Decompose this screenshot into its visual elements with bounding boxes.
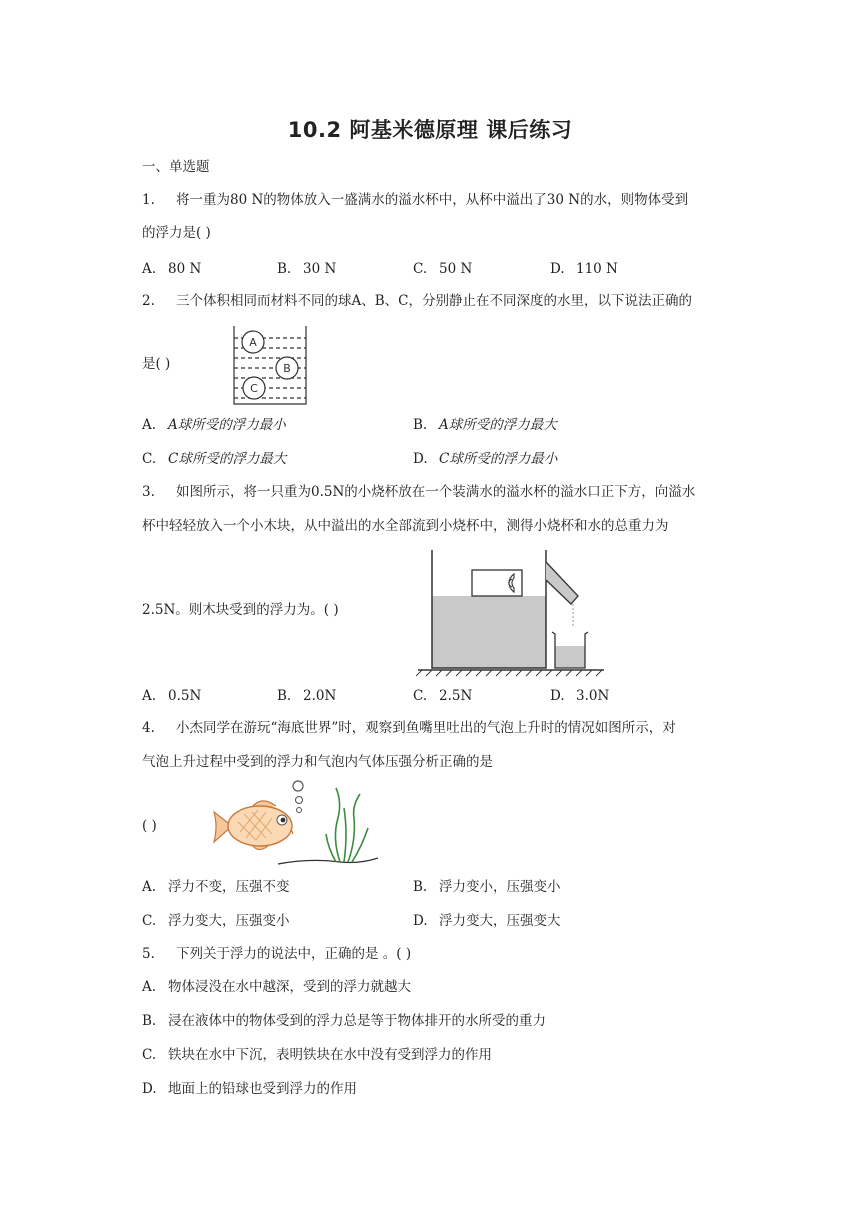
question-number: 1. bbox=[142, 192, 155, 208]
question-text: 三个体积相同而材料不同的球A、B、C，分别静止在不同深度的水里，以下说法正确的 bbox=[176, 293, 692, 309]
question-2-option-d: D. C球所受的浮力最小 bbox=[413, 451, 558, 467]
question-1-line-1 bbox=[142, 190, 688, 210]
svg-text:A: A bbox=[249, 336, 257, 349]
question-4-option-b: B. 浮力变小，压强变小 bbox=[413, 879, 561, 895]
question-text: 小杰同学在游玩“海底世界”时，观察到鱼嘴里吐出的气泡上升时的情况如图所示，对 bbox=[176, 720, 676, 736]
question-text: 下列关于浮力的说法中，正确的是 。( ) bbox=[176, 946, 412, 962]
question-3-line-2: 杯中轻轻放入一个小木块，从中溢出的水全部流到小烧杯中，测得小烧杯和水的总重力为 bbox=[142, 518, 669, 534]
overflow-cup-figure bbox=[416, 544, 606, 678]
question-2-option-a: A. A球所受的浮力最小 bbox=[142, 417, 286, 433]
tank-balls-figure bbox=[232, 324, 308, 406]
question-1-option-a: A. 80 N bbox=[142, 261, 202, 277]
question-5-option-d: D. 地面上的铅球也受到浮力的作用 bbox=[142, 1081, 357, 1097]
question-2-option-c: C. C球所受的浮力最大 bbox=[142, 451, 287, 467]
question-4-line-2: 气泡上升过程中受到的浮力和气泡内气体压强分析正确的是 bbox=[142, 754, 493, 770]
question-4-option-a: A. 浮力不变，压强不变 bbox=[142, 879, 290, 895]
question-5-option-c: C. 铁块在水中下沉，表明铁块在水中没有受到浮力的作用 bbox=[142, 1047, 492, 1063]
svg-text:C: C bbox=[250, 382, 258, 395]
question-number: 4. bbox=[142, 720, 155, 736]
question-1-option-c: C. 50 N bbox=[413, 261, 473, 277]
question-2-line-1 bbox=[142, 291, 692, 311]
question-4-line-1 bbox=[142, 718, 676, 738]
svg-text:B: B bbox=[283, 362, 291, 375]
question-1-option-b: B. 30 N bbox=[277, 261, 337, 277]
question-number: 2. bbox=[142, 293, 155, 309]
question-5-line-1 bbox=[142, 944, 411, 964]
question-3-line-1 bbox=[142, 482, 695, 502]
page-title: 10.2 阿基米德原理 课后练习 bbox=[287, 118, 573, 142]
question-text: 将一重为80 N的物体放入一盛满水的溢水杯中，从杯中溢出了30 N的水，则物体受到 bbox=[176, 192, 689, 208]
question-number: 3. bbox=[142, 484, 155, 500]
question-3-option-c: C. 2.5N bbox=[413, 688, 473, 704]
bubble-small bbox=[297, 808, 302, 813]
question-2-option-b: B. A球所受的浮力最大 bbox=[413, 417, 557, 433]
fish-bubbles-figure bbox=[210, 778, 386, 870]
question-5-option-b: B. 浸在液体中的物体受到的浮力总是等于物体排开的水所受的重力 bbox=[142, 1013, 546, 1029]
question-2-line-2: 是( ) bbox=[142, 356, 171, 372]
question-1-option-d: D. 110 N bbox=[550, 261, 618, 277]
bubble-medium bbox=[296, 797, 303, 804]
bubble-large bbox=[293, 781, 303, 791]
question-text: 如图所示，将一只重为0.5N的小烧杯放在一个装满水的溢水杯的溢水口正下方，向溢水 bbox=[176, 484, 696, 500]
question-3-option-a: A. 0.5N bbox=[142, 688, 202, 704]
question-3-option-b: B. 2.0N bbox=[277, 688, 337, 704]
question-number: 5. bbox=[142, 946, 155, 962]
question-5-option-a: A. 物体浸没在水中越深，受到的浮力就越大 bbox=[142, 979, 411, 995]
question-3-option-d: D. 3.0N bbox=[550, 688, 610, 704]
question-3-line-3: 2.5N。则木块受到的浮力为。( ) bbox=[142, 602, 339, 618]
question-4-option-c: C. 浮力变大，压强变小 bbox=[142, 913, 290, 929]
section-heading: 一、单选题 bbox=[142, 159, 210, 175]
question-4-option-d: D. 浮力变大，压强变大 bbox=[413, 913, 561, 929]
question-1-line-2: 的浮力是( ) bbox=[142, 225, 211, 241]
question-4-line-3: ( ) bbox=[142, 818, 157, 834]
